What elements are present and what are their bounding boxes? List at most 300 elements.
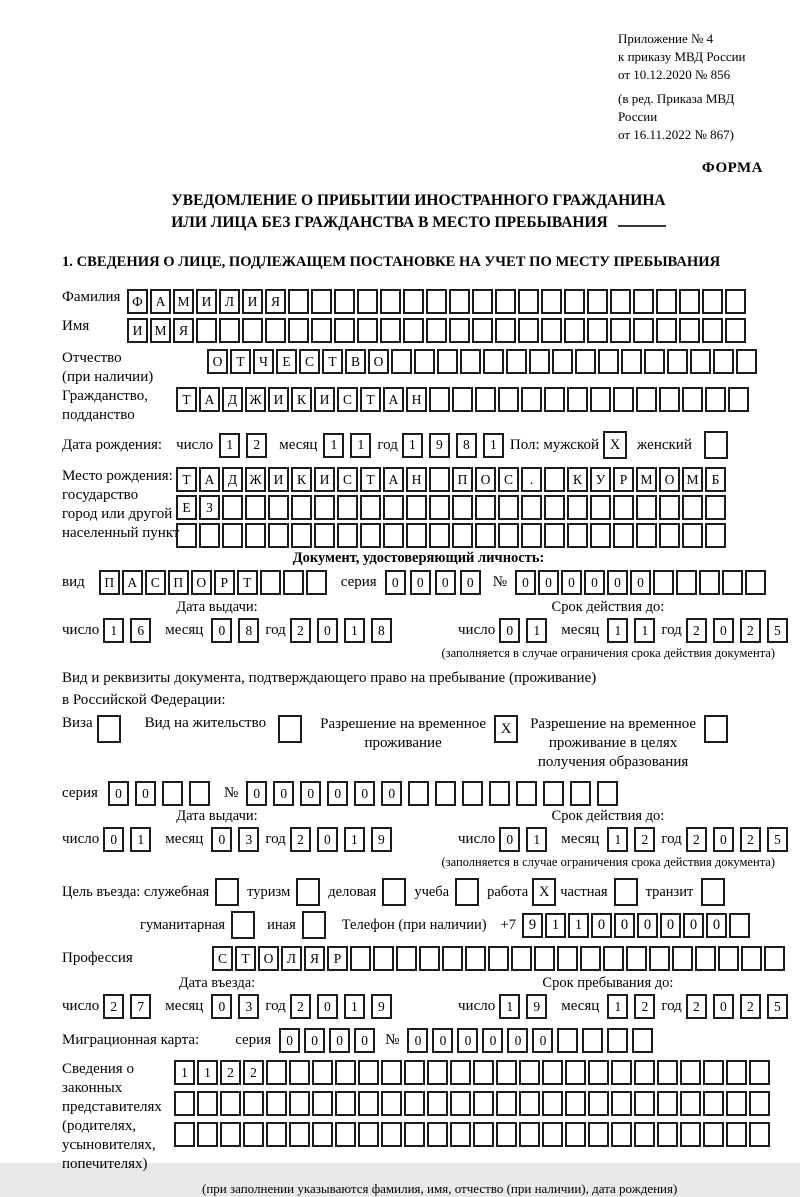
char-cell (334, 318, 355, 343)
sex-male-checkbox: X (603, 431, 627, 459)
char-cell (414, 349, 435, 374)
citizenship-label-line2: подданство (62, 407, 135, 423)
char-cell: 1 (526, 618, 547, 643)
char-cell: 0 (279, 1028, 300, 1053)
char-cell (306, 570, 327, 595)
stay-issue-day-cells (103, 827, 157, 852)
char-cell (587, 318, 608, 343)
char-cell (311, 318, 332, 343)
representatives-line1-cells (174, 1060, 772, 1085)
char-cell: 1 (130, 827, 151, 852)
char-cell (312, 1122, 333, 1147)
identity-doc-issue-col (62, 599, 422, 643)
char-cell (705, 523, 726, 548)
char-cell: Т (360, 387, 381, 412)
char-cell (312, 1091, 333, 1116)
char-cell: 1 (174, 1060, 195, 1085)
char-cell (289, 1060, 310, 1085)
char-cell: 0 (407, 1028, 428, 1053)
identity-expiry-day-cells (499, 618, 553, 643)
char-cell (408, 781, 429, 806)
char-cell: 0 (317, 994, 338, 1019)
char-cell (311, 289, 332, 314)
birth-place-line1-cells (176, 467, 728, 492)
char-cell: 0 (273, 781, 294, 806)
char-cell (749, 1060, 770, 1085)
char-cell: 6 (130, 618, 151, 643)
char-cell (610, 289, 631, 314)
month-label: месяц (561, 622, 600, 638)
char-cell (679, 318, 700, 343)
char-cell (429, 495, 450, 520)
char-cell (557, 1028, 578, 1053)
purpose-transit-label: транзит (645, 883, 694, 900)
char-cell: 2 (246, 433, 267, 458)
annex-line-1: Приложение № 4 (618, 31, 714, 46)
entry-year-cells (290, 994, 398, 1019)
char-cell (702, 289, 723, 314)
month-label: месяц (561, 831, 600, 847)
char-cell: 9 (429, 433, 450, 458)
char-cell (636, 495, 657, 520)
char-cell (427, 1060, 448, 1085)
char-cell (657, 1091, 678, 1116)
form-title-line2 (62, 211, 775, 233)
char-cell (404, 1091, 425, 1116)
char-cell (580, 946, 601, 971)
char-cell: О (368, 349, 389, 374)
purpose-study-label: учеба (414, 883, 450, 900)
char-cell (541, 289, 562, 314)
char-cell: 0 (211, 618, 232, 643)
birth-place-cells-stack (176, 467, 728, 548)
char-cell: 0 (108, 781, 129, 806)
char-cell (496, 1091, 517, 1116)
char-cell: 0 (211, 994, 232, 1019)
given-name-row (62, 318, 775, 343)
char-cell (452, 387, 473, 412)
identity-expiry-year-cells (686, 618, 794, 643)
birth-place-label-line3: город или другой (62, 506, 173, 522)
birth-year-cells (402, 433, 510, 458)
char-cell (516, 781, 537, 806)
char-cell (189, 781, 210, 806)
char-cell (245, 523, 266, 548)
phone-cells (522, 913, 752, 938)
char-cell (475, 387, 496, 412)
day-label: число (62, 831, 100, 847)
char-cell: С (212, 946, 233, 971)
char-cell: Р (327, 946, 348, 971)
temp-residence-label-line1: Разрешение на временное (320, 716, 487, 732)
char-cell (729, 913, 750, 938)
char-cell (726, 1122, 747, 1147)
identity-doc-series-cells (385, 570, 485, 595)
identity-issue-month-cells (211, 618, 265, 643)
char-cell (657, 1060, 678, 1085)
phone-prefix: +7 (500, 916, 516, 933)
char-cell (590, 387, 611, 412)
char-cell (621, 349, 642, 374)
char-cell (588, 1060, 609, 1085)
representatives-label-line5: усыновителях, (62, 1137, 156, 1153)
char-cell (396, 946, 417, 971)
stay-doc-intro-line1: Вид и реквизиты документа, подтверждающего право на пребывание (проживание) (62, 670, 597, 686)
char-cell: А (199, 387, 220, 412)
char-cell: П (99, 570, 120, 595)
char-cell (649, 946, 670, 971)
given-name-cells (127, 318, 748, 343)
identity-issue-day-cells (103, 618, 157, 643)
char-cell: И (314, 387, 335, 412)
char-cell (749, 1091, 770, 1116)
form-title-line1: УВЕДОМЛЕНИЕ О ПРИБЫТИИ ИНОСТРАННОГО ГРАЖДАНИНА (171, 192, 666, 209)
char-cell (498, 495, 519, 520)
char-cell (266, 1091, 287, 1116)
char-cell: Я (173, 318, 194, 343)
char-cell: 2 (740, 827, 761, 852)
char-cell: 5 (767, 827, 788, 852)
char-cell (429, 387, 450, 412)
char-cell (597, 781, 618, 806)
month-label: месяц (165, 831, 204, 847)
char-cell (243, 1122, 264, 1147)
char-cell (575, 349, 596, 374)
phone-label: Телефон (при наличии) (341, 916, 487, 933)
char-cell: 1 (103, 618, 124, 643)
char-cell: 0 (329, 1028, 350, 1053)
purpose-tourism-checkbox (296, 878, 320, 906)
temp-residence-edu-checkbox (704, 715, 728, 743)
char-cell: 0 (457, 1028, 478, 1053)
char-cell (381, 1122, 402, 1147)
migration-card-label: Миграционная карта: (62, 1032, 200, 1048)
char-cell: 7 (130, 994, 151, 1019)
char-cell: И (242, 289, 263, 314)
migration-card-number-cells (407, 1028, 657, 1053)
char-cell (450, 1122, 471, 1147)
char-cell: У (590, 467, 611, 492)
char-cell (722, 570, 743, 595)
char-cell: 0 (532, 1028, 553, 1053)
migration-card-row (62, 1028, 775, 1053)
purpose-other-label: иная (267, 916, 296, 933)
char-cell (449, 318, 470, 343)
char-cell (437, 349, 458, 374)
year-label: год (661, 622, 682, 638)
stay-until-col (422, 975, 794, 1019)
char-cell (197, 1122, 218, 1147)
char-cell (312, 1060, 333, 1085)
char-cell (613, 387, 634, 412)
char-cell: 1 (350, 433, 371, 458)
edition-line-2: от 16.11.2022 № 867) (618, 127, 735, 142)
stay-issue-month-cells (211, 827, 265, 852)
temp-residence-edu-label-line1: Разрешение на временное (530, 716, 697, 732)
char-cell (519, 1122, 540, 1147)
char-cell: 0 (410, 570, 431, 595)
month-label: месяц (165, 998, 204, 1014)
char-cell: 8 (238, 618, 259, 643)
char-cell: А (122, 570, 143, 595)
patronymic-label (62, 349, 207, 387)
char-cell (383, 495, 404, 520)
char-cell (496, 1122, 517, 1147)
birth-month-cells (323, 433, 377, 458)
char-cell: Н (406, 467, 427, 492)
char-cell (726, 1060, 747, 1085)
profession-row (62, 946, 775, 971)
char-cell (495, 318, 516, 343)
char-cell: 0 (683, 913, 704, 938)
char-cell: О (207, 349, 228, 374)
char-cell: 1 (323, 433, 344, 458)
stay-doc-series-row (62, 781, 775, 806)
char-cell (679, 289, 700, 314)
entry-month-cells (211, 994, 265, 1019)
char-cell: Л (281, 946, 302, 971)
char-cell (682, 387, 703, 412)
char-cell (452, 523, 473, 548)
purpose-humanitarian-checkbox (231, 911, 255, 939)
char-cell (603, 946, 624, 971)
char-cell (403, 289, 424, 314)
char-cell (197, 1091, 218, 1116)
identity-doc-heading: Документ, удостоверяющий личность: (292, 550, 545, 566)
char-cell (283, 570, 304, 595)
char-cell (519, 1060, 540, 1085)
char-cell (337, 495, 358, 520)
purpose-row (62, 878, 775, 906)
char-cell: Ч (253, 349, 274, 374)
identity-doc-expiry-dateline (422, 618, 794, 643)
char-cell: 1 (634, 618, 655, 643)
char-cell (634, 1091, 655, 1116)
char-cell (266, 1060, 287, 1085)
identity-doc-number-cells (515, 570, 768, 595)
char-cell (360, 523, 381, 548)
char-cell (429, 523, 450, 548)
char-cell: С (145, 570, 166, 595)
char-cell (373, 946, 394, 971)
sex-female-checkbox (704, 431, 728, 459)
char-cell (162, 781, 183, 806)
stay-doc-expiry-heading: Срок действия до: (551, 808, 665, 824)
stay-until-month-cells (607, 994, 661, 1019)
birth-place-label-line2: государство (62, 487, 139, 503)
representatives-label (62, 1060, 174, 1174)
char-cell: 2 (740, 618, 761, 643)
char-cell (588, 1122, 609, 1147)
char-cell: Т (230, 349, 251, 374)
identity-doc-type-cells (99, 570, 329, 595)
birth-place-line3-cells (176, 523, 728, 548)
identity-doc-row (62, 570, 775, 595)
char-cell (745, 570, 766, 595)
char-cell: 9 (526, 994, 547, 1019)
char-cell: П (168, 570, 189, 595)
char-cell (426, 289, 447, 314)
char-cell: 0 (637, 913, 658, 938)
representatives-label-line6: попечителях) (62, 1156, 148, 1172)
char-cell (289, 1122, 310, 1147)
char-cell (268, 495, 289, 520)
char-cell: Т (176, 387, 197, 412)
char-cell: Д (222, 387, 243, 412)
char-cell (564, 289, 585, 314)
char-cell (613, 495, 634, 520)
purpose-private-label: частная (560, 883, 608, 900)
stay-doc-series-cells (108, 781, 216, 806)
char-cell (565, 1122, 586, 1147)
char-cell: 0 (630, 570, 651, 595)
title-blank-underline (618, 211, 666, 227)
identity-doc-note: (заполняется в случае ограничения срока действия документа) (441, 646, 775, 660)
year-label: год (265, 998, 286, 1014)
migration-card-series-label: серия (235, 1032, 272, 1048)
stay-doc-number-cells (246, 781, 624, 806)
annex-block (618, 30, 775, 144)
char-cell (703, 1060, 724, 1085)
char-cell (335, 1122, 356, 1147)
purpose-work-checkbox: X (532, 878, 556, 906)
char-cell (672, 946, 693, 971)
birth-place-label-line1: Место рождения: (62, 468, 173, 484)
representatives-label-line2: законных (62, 1080, 123, 1096)
char-cell: С (498, 467, 519, 492)
char-cell: 2 (634, 827, 655, 852)
char-cell: 0 (246, 781, 267, 806)
stay-doc-expiry-dateline (422, 827, 794, 852)
purpose-label: Цель въезда: служебная (62, 883, 210, 900)
day-label: число (458, 998, 496, 1014)
char-cell: 0 (135, 781, 156, 806)
char-cell: 0 (591, 913, 612, 938)
month-label: месяц (561, 998, 600, 1014)
char-cell (472, 289, 493, 314)
representatives-line2-cells (174, 1091, 772, 1116)
char-cell (690, 349, 711, 374)
char-cell (519, 1091, 540, 1116)
char-cell: Я (265, 289, 286, 314)
char-cell: Т (237, 570, 258, 595)
char-cell: . (521, 467, 542, 492)
char-cell (429, 467, 450, 492)
stay-until-dateline (422, 994, 794, 1019)
char-cell (314, 523, 335, 548)
char-cell (656, 318, 677, 343)
stay-expiry-year-cells (686, 827, 794, 852)
year-label: год (265, 622, 286, 638)
char-cell (404, 1060, 425, 1085)
char-cell (582, 1028, 603, 1053)
char-cell: 3 (238, 994, 259, 1019)
patronymic-cells (207, 349, 759, 374)
char-cell (350, 946, 371, 971)
char-cell: М (682, 467, 703, 492)
char-cell: 2 (103, 994, 124, 1019)
char-cell (196, 318, 217, 343)
char-cell: А (199, 467, 220, 492)
char-cell: Р (214, 570, 235, 595)
stay-expiry-month-cells (607, 827, 661, 852)
char-cell: 1 (499, 994, 520, 1019)
char-cell (657, 1122, 678, 1147)
identity-expiry-month-cells (607, 618, 661, 643)
profession-label: Профессия (62, 950, 133, 966)
representatives-label-line1: Сведения о (62, 1061, 134, 1077)
identity-issue-year-cells (290, 618, 398, 643)
char-cell: 0 (561, 570, 582, 595)
char-cell: 2 (243, 1060, 264, 1085)
char-cell: 0 (607, 570, 628, 595)
char-cell: М (173, 289, 194, 314)
surname-cells (127, 289, 748, 314)
char-cell: Р (613, 467, 634, 492)
temp-residence-label-line2: проживание (364, 735, 442, 751)
month-label: месяц (279, 436, 318, 453)
char-cell: 1 (344, 994, 365, 1019)
form-title-line2-text: ИЛИ ЛИЦА БЕЗ ГРАЖДАНСТВА В МЕСТО ПРЕБЫВАНИЯ (171, 214, 608, 231)
purpose-private-checkbox (614, 878, 638, 906)
char-cell (610, 318, 631, 343)
char-cell: И (314, 467, 335, 492)
stay-until-heading: Срок пребывания до: (542, 975, 674, 991)
char-cell (357, 318, 378, 343)
char-cell (334, 289, 355, 314)
char-cell (713, 349, 734, 374)
char-cell (705, 495, 726, 520)
migration-card-series-cells (279, 1028, 379, 1053)
char-cell (291, 523, 312, 548)
char-cell: М (150, 318, 171, 343)
char-cell (498, 523, 519, 548)
entry-dates (62, 975, 781, 1019)
stay-issue-year-cells (290, 827, 398, 852)
char-cell: Д (222, 467, 243, 492)
char-cell (518, 289, 539, 314)
char-cell (265, 318, 286, 343)
purpose-transit-checkbox (701, 878, 725, 906)
char-cell: 0 (713, 827, 734, 852)
char-cell: П (452, 467, 473, 492)
char-cell: 0 (354, 781, 375, 806)
char-cell (699, 570, 720, 595)
char-cell (521, 523, 542, 548)
char-cell (442, 946, 463, 971)
char-cell: К (567, 467, 588, 492)
char-cell (488, 946, 509, 971)
char-cell: 0 (300, 781, 321, 806)
edition-line-1: (в ред. Приказа МВД России (618, 91, 735, 124)
char-cell (544, 467, 565, 492)
char-cell: 9 (371, 827, 392, 852)
char-cell: 0 (499, 827, 520, 852)
identity-doc-type-label: вид (62, 574, 85, 590)
char-cell (680, 1091, 701, 1116)
char-cell (764, 946, 785, 971)
char-cell (653, 570, 674, 595)
char-cell (680, 1122, 701, 1147)
char-cell: 0 (614, 913, 635, 938)
char-cell: 1 (197, 1060, 218, 1085)
char-cell (489, 781, 510, 806)
char-cell (544, 495, 565, 520)
char-cell (567, 495, 588, 520)
char-cell (565, 1091, 586, 1116)
year-label: год (377, 436, 398, 453)
char-cell (288, 318, 309, 343)
